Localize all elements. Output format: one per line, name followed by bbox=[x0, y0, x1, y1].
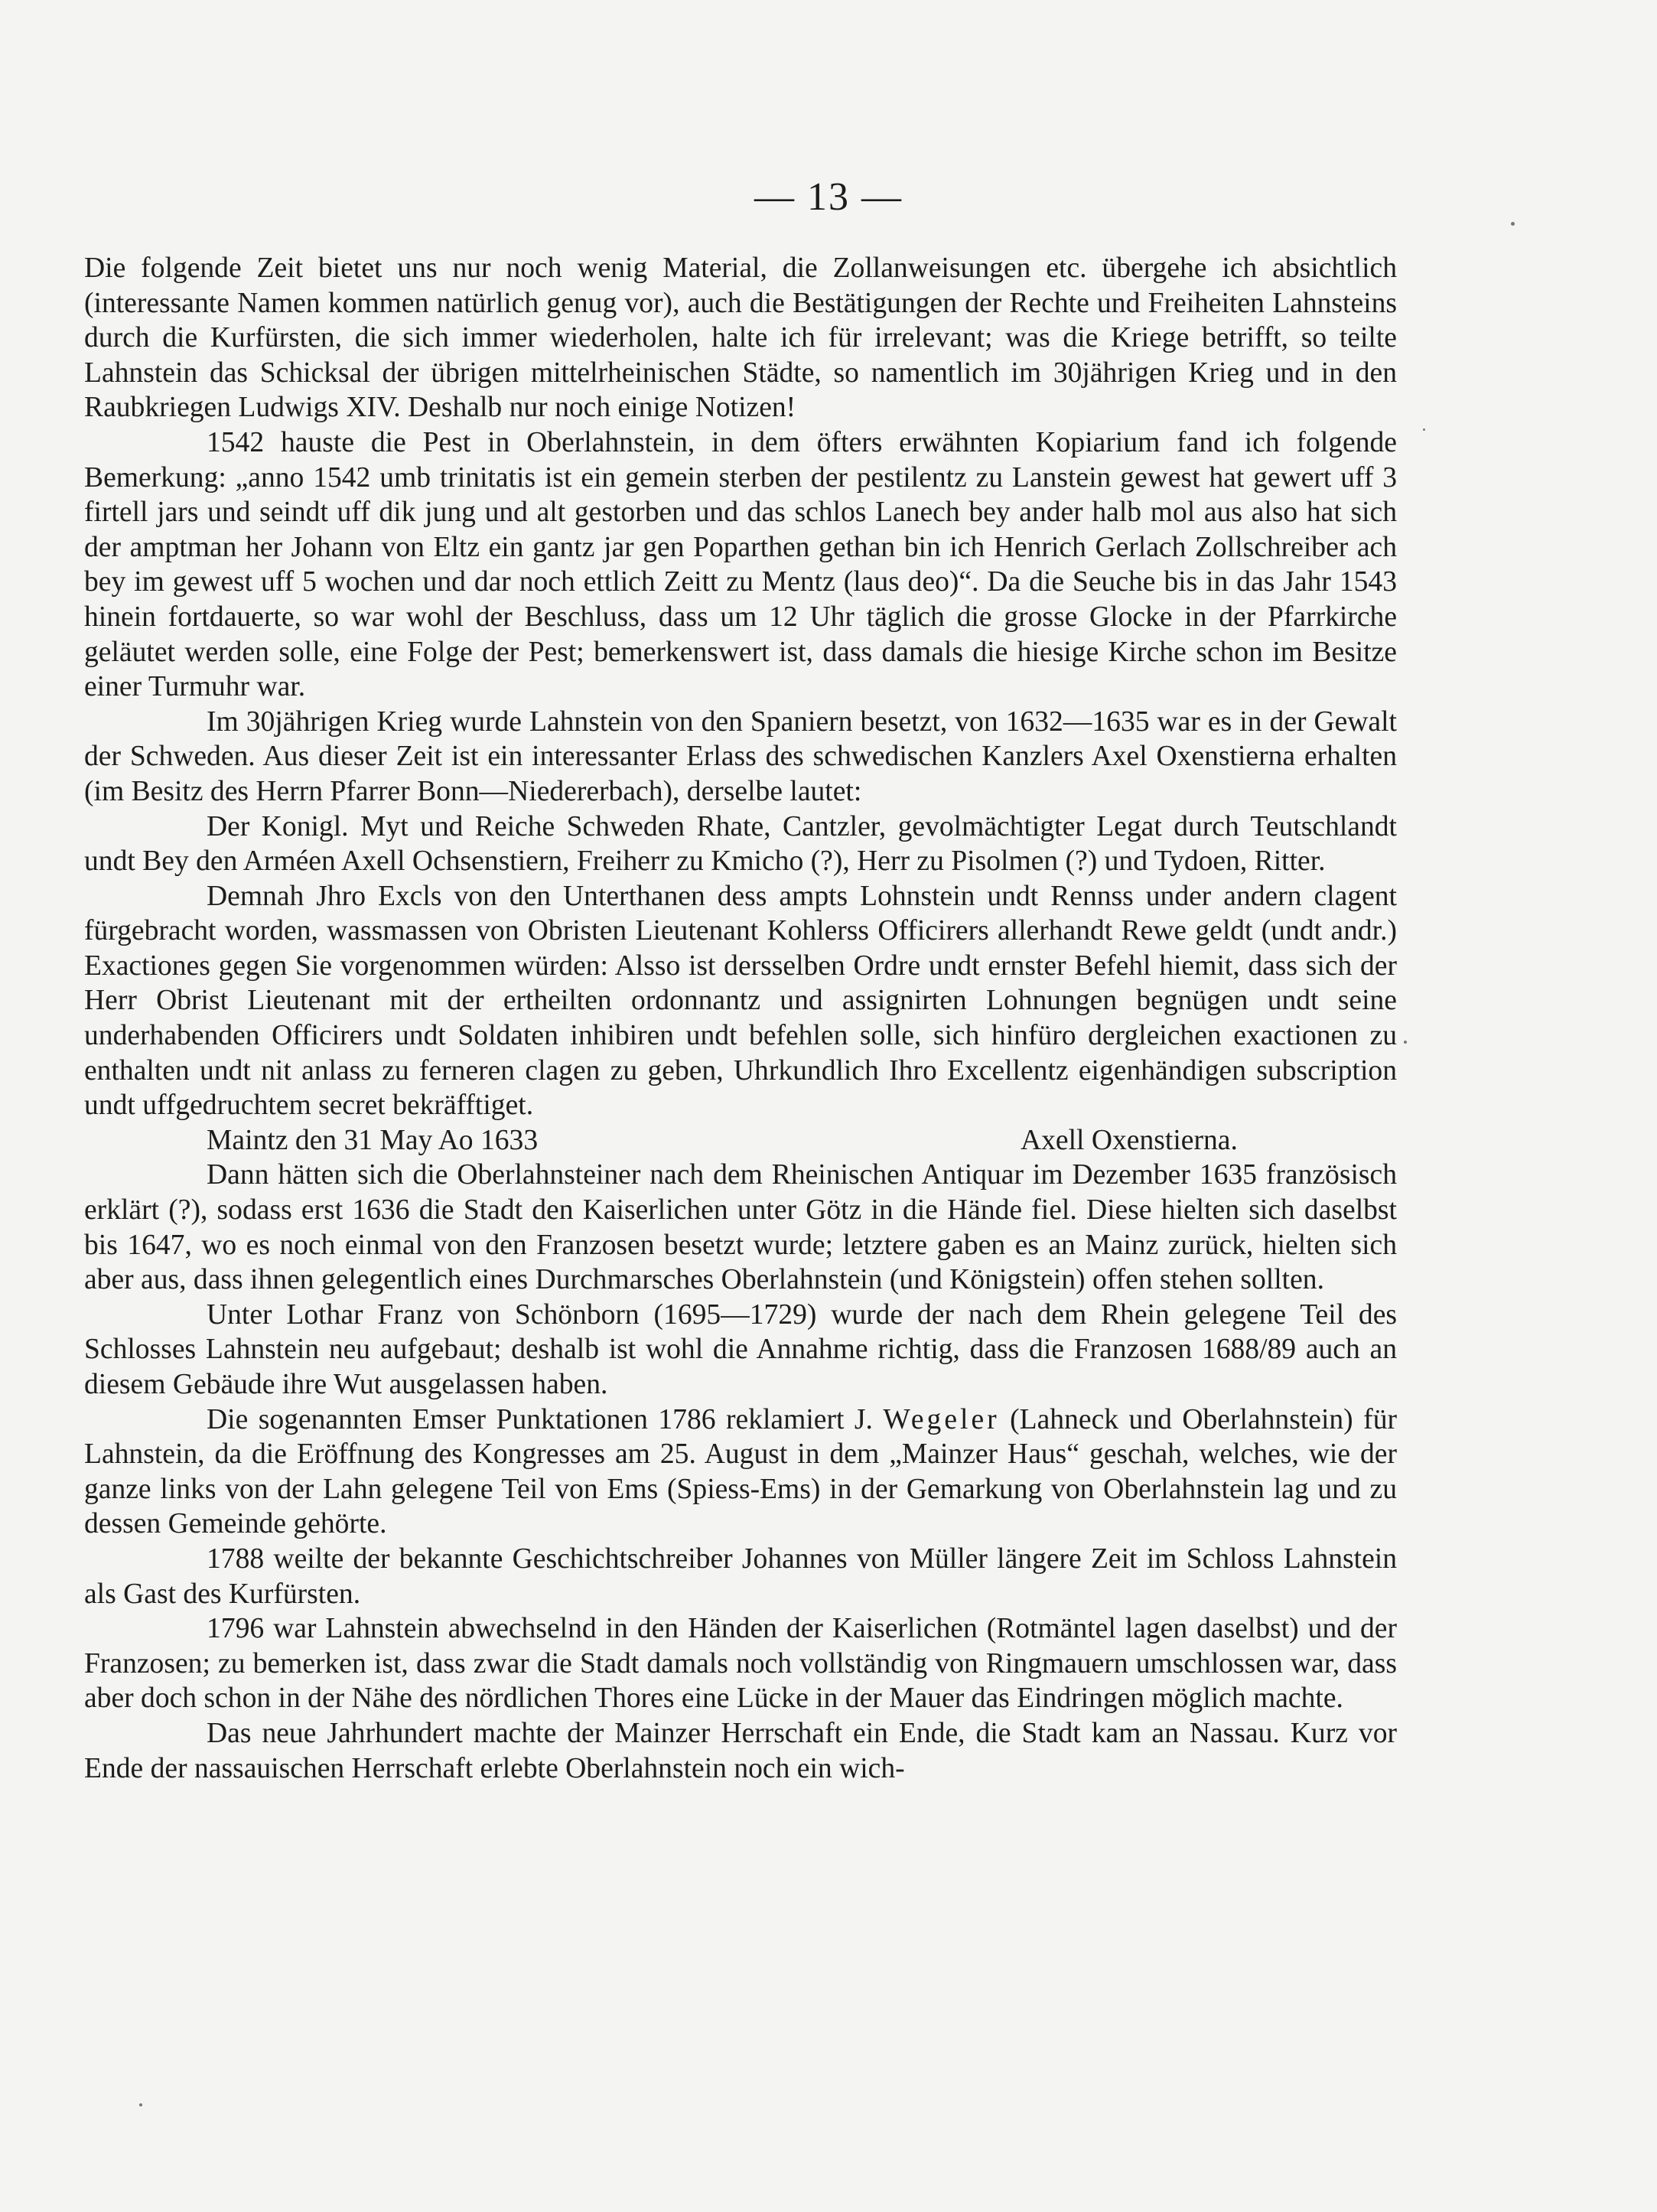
signature-date: Maintz den 31 May Ao 1633 bbox=[207, 1124, 539, 1156]
scan-speck bbox=[1423, 428, 1425, 431]
paragraph-2: 1542 hauste die Pest in Oberlahnstein, in dem öfters erwähnten Kopiarium fand ich folgende Bemerkung: „anno 1542 umb trinitatis ist ein gemein sterben der pestilentz zu Lanstein gewest hat gewert uff 3 firtell jars und seindt uff dik jung und alt gestorben und das schlos Lanech bey ander halb mol aus also hat sich der amptman her Johann von Eltz ein gantz jar gen Poparthen gethan bin ich Henrich Gerlach Zollschreiber ach bey im gewest uff 5 wochen und dar noch ettlich Zeitt zu Mentz (laus deo)“. Da die Seuche bis in das Jahr 1543 hinein fortdauerte, so war wohl der Beschluss, dass um 12 Uhr täglich die grosse Glocke in der Pfarrkirche geläutet werden solle, eine Folge der Pest; bemerkenswert ist, dass damals die hiesige Kirche schon im Besitze einer Turmuhr war. bbox=[84, 426, 1397, 703]
paragraph-10: 1796 war Lahnstein abwechselnd in den Händen der Kaiserlichen (Rotmäntel lagen daselbst) und der Franzosen; zu bemerken ist, dass zwar die Stadt damals noch vollständig von Ringmauern umschlossen war, dass aber doch schon in der Nähe des nördlichen Thores eine Lücke in der Mauer das Eindringen möglich machte. bbox=[84, 1613, 1397, 1715]
paragraph-8-pre: Die sogenannten Emser Punktationen 1786 reklamiert J. bbox=[207, 1403, 884, 1435]
scan-speck bbox=[1511, 222, 1515, 226]
paragraph-8 bbox=[84, 1402, 1397, 1542]
paragraph-8-post: (Lahneck und Oberlahnstein) für Lahnstein, da die Eröffnung des Kongresses am 25. August in dem „Mainzer Haus“ geschah, welches, wie der ganze links von der Lahn gelegene Teil von Ems (Spiess-Ems) in der Gemarkung von Oberlahnstein lag und zu dessen Gemeinde gehörte. bbox=[84, 1403, 1397, 1540]
author-name-spaced: Wegeler bbox=[883, 1403, 1000, 1435]
page-number: — 13 — bbox=[754, 175, 903, 219]
signature-line bbox=[84, 1123, 1397, 1158]
body-text bbox=[84, 251, 1397, 1786]
scan-speck bbox=[1404, 1041, 1407, 1044]
paragraph-11: Das neue Jahrhundert machte der Mainzer Herrschaft ein Ende, die Stadt kam an Nassau. Kurz vor Ende der nassauischen Herrschaft erlebte Oberlahnstein noch ein wich- bbox=[84, 1717, 1397, 1784]
paragraph-7: Unter Lothar Franz von Schönborn (1695—1729) wurde der nach dem Rhein gelegene Teil des Schlosses Lahnstein neu aufgebaut; deshalb ist wohl die Annahme richtig, dass die Franzosen 1688/89 auch an diesem Gebäude ihre Wut ausgelassen haben. bbox=[84, 1298, 1397, 1400]
scan-speck bbox=[139, 2103, 142, 2106]
paragraph-4: Der Konigl. Myt und Reiche Schweden Rhate, Cantzler, gevolmächtigter Legat durch Teutschlandt undt Bey den Arméen Axell Ochsenstiern, Freiherr zu Kmicho (?), Herr zu Pisolmen (?) und Tydoen, Ritter. bbox=[84, 810, 1397, 878]
paragraph-1: Die folgende Zeit bietet uns nur noch wenig Material, die Zollanweisungen etc. übergehe ich absichtlich (interessante Namen kommen natürlich genug vor), auch die Bestätigungen der Rechte und Freiheiten Lahnsteins durch die Kurfürsten, die sich immer wiederholen, halte ich für irrelevant; was die Kriege betrifft, so teilte Lahnstein das Schicksal der übrigen mittelrheinischen Städte, so namentlich im 30jährigen Krieg und in den Raubkriegen Ludwigs XIV. Deshalb nur noch einige Notizen! bbox=[84, 252, 1397, 424]
paragraph-3: Im 30jährigen Krieg wurde Lahnstein von den Spaniern besetzt, von 1632—1635 war es in der Gewalt der Schweden. Aus dieser Zeit ist ein interessanter Erlass des schwedischen Kanzlers Axel Oxenstierna erhalten (im Besitz des Herrn Pfarrer Bonn—Niedererbach), derselbe lautet: bbox=[84, 705, 1397, 807]
paragraph-9: 1788 weilte der bekannte Geschichtschreiber Johannes von Müller längere Zeit im Schloss Lahnstein als Gast des Kurfürsten. bbox=[84, 1543, 1397, 1610]
signature-name: Axell Oxenstierna. bbox=[1021, 1124, 1238, 1156]
paragraph-6: Dann hätten sich die Oberlahnsteiner nach dem Rheinischen Antiquar im Dezember 1635 französisch erklärt (?), sodass erst 1636 die Stadt den Kaiserlichen unter Götz in die Hände fiel. Diese hielten sich daselbst bis 1647, wo es noch einmal von den Franzosen besetzt wurde; letztere gaben es an Mainz zurück, hielten sich aber aus, dass ihnen gelegentlich eines Durchmarsches Oberlahnstein (und Königstein) offen stehen sollten. bbox=[84, 1159, 1397, 1296]
paragraph-5: Demnah Jhro Excls von den Unterthanen dess ampts Lohnstein undt Rennss under andern clagent fürgebracht worden, wassmassen von Obristen Lieutenant Kohlerss Officirers allerhandt Rewe geldt (undt andr.) Exactiones gegen Sie vorgenommen würden: Alsso ist dersselben Ordre undt ernster Befehl hiemit, dass sich der Herr Obrist Lieutenant mit der ertheilten ordonnantz und assignirten Lohnungen begnügen undt seine underhabenden Officirers undt Soldaten inhibiren undt befehlen solle, sich hinfüro dergleichen exactionen zu enthalten undt nit anlass zu ferneren clagen zu geben, Uhrkundlich Ihro Excellentz eigenhändigen subscription undt uffgedruchtem secret bekräfftiget. bbox=[84, 880, 1397, 1122]
